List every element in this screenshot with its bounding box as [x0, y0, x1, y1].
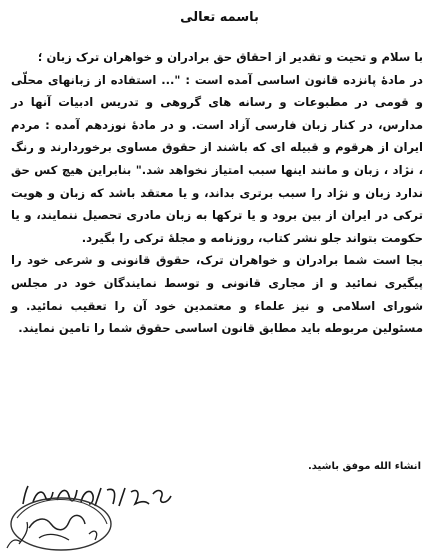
document-heading: باسمه تعالی [180, 10, 259, 25]
greeting-paragraph: با سلام و تحیت و تقدیر از احقاق حق برادران و خواهران ترک زبان ؛ [37, 50, 423, 64]
closing-line: انشاء الله موفق باشید. [307, 461, 421, 472]
advice-paragraph: بجا است شما برادران و خواهران ترک، حقوق قانونی و شرعی خود را پیگیری نمائید و از مجاری قانونی و توسط نمایندگان خود در مجلس شورای اسلامی و نیز علماء و معتمدین خود آن را تعقیب نمائید. و مسئولین مربوطه باید مطابق قانون اساسی حقوق شما را تامین نمایند. [11, 253, 423, 336]
constitution-paragraph: در مادهٔ پانزده قانون اساسی آمده است : "... استفاده از زبانهای محلّی و قومی در مطبوعات و رسانه های گروهی و تدریس ادبیات آنها در مدارس، در کنار زبان فارسی آزاد است. و در مادهٔ نوزدهم آمده : مردم ایران از هرقوم و قبیله ای که باشند از حقوق مساوی برخوردارند و رنگ ، نژاد ، زبان و مانند اینها سبب امتیاز نخواهد شد." بنابراین هیچ کس حق ندارد زبان و نژاد را سبب برتری بداند، و یا معتقد باشد که زبان و هویت ترکی در ایران از بین برود و یا ترکها به زبان مادری تحصیل ننمایند، و یا حکومت بتواند جلو نشر کتاب، روزنامه و مجلهٔ ترکی را بگیرد. [11, 72, 423, 245]
document-body [11, 46, 423, 340]
seal-stamp [0, 488, 119, 552]
